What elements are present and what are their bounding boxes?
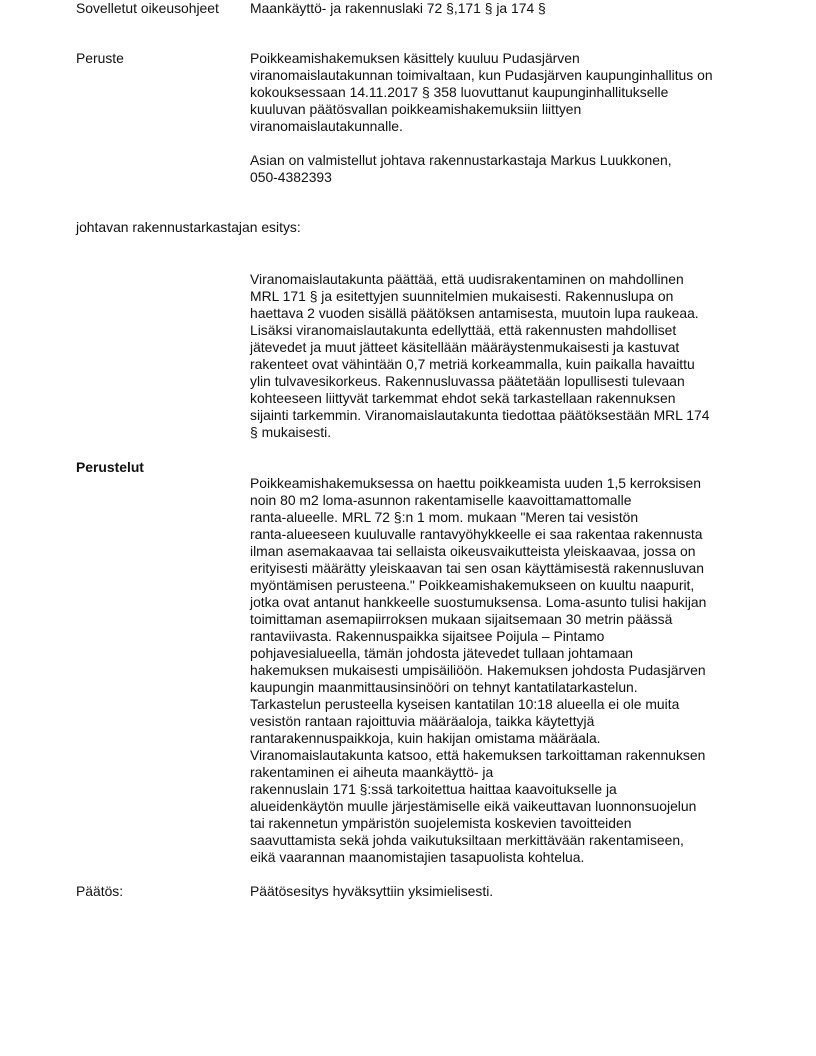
text-line: jotka ovat antanut hankkeelle suostumuksensa. Loma-asunto tulisi hakijan (250, 594, 707, 610)
text-line: jätevedet ja muut jätteet käsitellään määräystenmukaisesti ja kastuvat (250, 339, 680, 355)
text-line: rakenteet ovat vähintään 0,7 metriä korkeammalla, kuin paikalla havaittu (250, 356, 695, 372)
text-line: noin 80 m2 loma-asunnon rakentamiselle kaavoittamattomalle (250, 492, 632, 508)
text-line: Tarkastelun perusteella kyseisen kantatilan 10:18 alueella ei ole muita (250, 696, 680, 712)
text-line: kokouksessaan 14.11.2017 § 358 luovuttanut kaupunginhallitukselle (250, 84, 669, 100)
text-line: viranomaislautakunnalle. (250, 118, 403, 134)
text-line: 050-4382393 (250, 169, 332, 185)
decision-label: Päätös: (76, 883, 124, 899)
text-line: haettava 2 vuoden sisällä päätöksen antamisesta, muutoin lupa raukeaa. (250, 305, 699, 321)
text-line: pohjavesialueella, tämän johdosta jätevedet tullaan johtamaan (250, 645, 634, 661)
text-line: ylin tulvavesikorkeus. Rakennusluvassa päätetään lopullisesti tulevaan (250, 373, 685, 389)
text-line: Poikkeamishakemuksessa on haettu poikkeamista uuden 1,5 kerroksisen (250, 475, 701, 491)
text-line: MRL 171 § ja esitettyjen suunnitelmien mukaisesti. Rakennuslupa on (250, 288, 674, 304)
text-line: alueidenkäytön muulle järjestämiselle eikä vaikeuttavan luonnonsuojelun (250, 798, 697, 814)
text-line: Viranomaislautakunta katsoo, että hakemuksen tarkoittaman rakennuksen (250, 747, 706, 763)
justification-label: Perustelut (76, 459, 144, 475)
text-line: kuuluvan päätösvallan poikkeamishakemuksiin liittyen (250, 101, 582, 117)
decision-text: Päätösesitys hyväksyttiin yksimielisesti. (250, 883, 494, 899)
basis-label: Peruste (76, 50, 124, 66)
text-line: viranomaislautakunnan toimivaltaan, kun Pudasjärven kaupunginhallitus on (250, 67, 713, 83)
text-line: myöntämisen perusteena." Poikkeamishakemukseen on kuultu naapurit, (250, 577, 695, 593)
text-line: ilman asemakaavaa tai sellaista oikeusvaikutteista yleiskaavaa, jossa on (250, 543, 696, 559)
text-line: kohteeseen liittyvät tarkemmat ehdot sekä tarkastellaan rakennuksen (250, 390, 676, 406)
text-line: tai rakennetun ympäristön suojelemista koskevien tavoitteiden (250, 815, 632, 831)
text-line: § mukaisesti. (250, 424, 332, 440)
text-line: rakennuslain 171 §:ssä tarkoitettua haittaa kaavoitukselle ja (250, 781, 617, 797)
applied-law-label: Sovelletut oikeusohjeet (76, 0, 219, 16)
text-line: ranta-alueeseen kuuluvalle rantavyöhykkeelle ei saa rakentaa rakennusta (250, 526, 703, 542)
text-line: rantaviivasta. Rakennuspaikka sijaitsee Poijula – Pintamo (250, 628, 605, 644)
text-line: hakemuksen mukaisesti umpisäiliöön. Hakemuksen johdosta Pudasjärven (250, 662, 706, 678)
text-line: toimittaman asemapiirroksen mukaan sijaitsemaan 30 metrin päässä (250, 611, 673, 627)
text-line: rantarakennuspaikkoja, kuin hakijan omistama määräala. (250, 730, 601, 746)
text-line: vesistön rantaan rajoittuvia määräaloja, taikka käytettyjä (250, 713, 595, 729)
text-line: Poikkeamishakemuksen käsittely kuuluu Pudasjärven (250, 50, 580, 66)
text-line: ranta-alueelle. MRL 72 §:n 1 mom. mukaan "Meren tai vesistön (250, 509, 639, 525)
text-line: rakentaminen ei aiheuta maankäyttö- ja (250, 764, 494, 780)
text-line: kaupungin maanmittausinsinööri on tehnyt kantatilatarkastelun. (250, 679, 638, 695)
proposal-heading: johtavan rakennustarkastajan esitys: (76, 219, 301, 235)
applied-law-text: Maankäyttö- ja rakennuslaki 72 §,171 § ja 174 § (250, 0, 546, 16)
text-line: erityisesti määrätty yleiskaavan tai sen osan käyttämisestä rakennusluvan (250, 560, 704, 576)
text-line: sijainti tarkemmin. Viranomaislautakunta tiedottaa päätöksestään MRL 174 (250, 407, 710, 423)
text-line: saavuttamista sekä johda vaikutuksiltaan merkittävään rakentamiseen, (250, 832, 684, 848)
text-line: Lisäksi viranomaislautakunta edellyttää, että rakennusten mahdolliset (250, 322, 677, 338)
text-line: Asian on valmistellut johtava rakennustarkastaja Markus Luukkonen, (250, 152, 672, 168)
text-line: Viranomaislautakunta päättää, että uudisrakentaminen on mahdollinen (250, 271, 684, 287)
text-line: eikä vaarannan maanomistajien tasapuolista kohtelua. (250, 849, 585, 865)
